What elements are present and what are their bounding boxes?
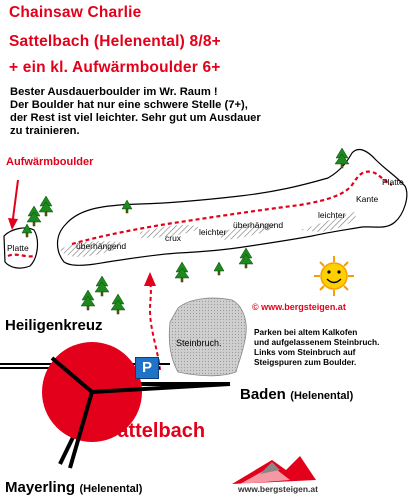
logo-text: www.bergsteigen.at [238,484,318,494]
place-mayerling [5,479,142,497]
place-mayerling-sub: (Helenental) [79,483,143,495]
warmup-boulder-label: Aufwärmboulder [6,156,94,168]
crux-label: crux [165,233,182,243]
kante-label: Kante [356,194,379,204]
leichter-label-right: leichter [318,210,346,220]
place-heiligenkreuz: Heiligenkreuz [5,317,103,334]
description-line-3: der Rest ist viel leichter. Sehr gut um Ausdauer [10,112,261,124]
platte-right-label: Platte [382,177,404,187]
place-mayerling-name: Mayerling [5,479,76,496]
quarry-label: Steinbruch. [176,338,222,348]
description-line-4: zu trainieren. [10,125,80,137]
parking-note-line-1: Parken bei altem Kalkofen [254,327,358,337]
place-sattelbach: Sattelbach [104,420,206,442]
ueberhaengend-label-left: überhängend [76,241,127,251]
leichter-label-left: leichter [199,227,227,237]
approach-path [144,272,160,370]
ueberhaengend-label-right: überhängend [233,220,284,230]
platte-left-label: Platte [7,243,29,253]
place-baden [240,386,353,404]
description-line-2: Der Boulder hat nur eine schwere Stelle (7+), [10,99,248,111]
parking-note-line-3: Links vom Steinbruch auf [254,347,356,357]
warmup-boulder [4,180,37,268]
title-warmup-grade: + ein kl. Aufwärmboulder 6+ [9,59,221,76]
title-route-name: Chainsaw Charlie [9,4,142,21]
parking-note-line-4: Steigspuren zum Boulder. [254,357,357,367]
place-baden-name: Baden [240,386,286,403]
parking-note-line-2: und aufgelassenem Steinbruch. [254,337,380,347]
parking-icon: P [135,357,159,379]
quarry [169,298,246,376]
description-line-1: Bester Ausdauerboulder im Wr. Raum ! [10,86,218,98]
copyright-text: © www.bergsteigen.at [252,302,346,312]
place-baden-sub: (Helenental) [290,390,354,402]
sun-icon [314,256,354,296]
title-location-grade: Sattelbach (Helenental) 8/8+ [9,33,221,50]
bergsteigen-logo [232,456,316,484]
